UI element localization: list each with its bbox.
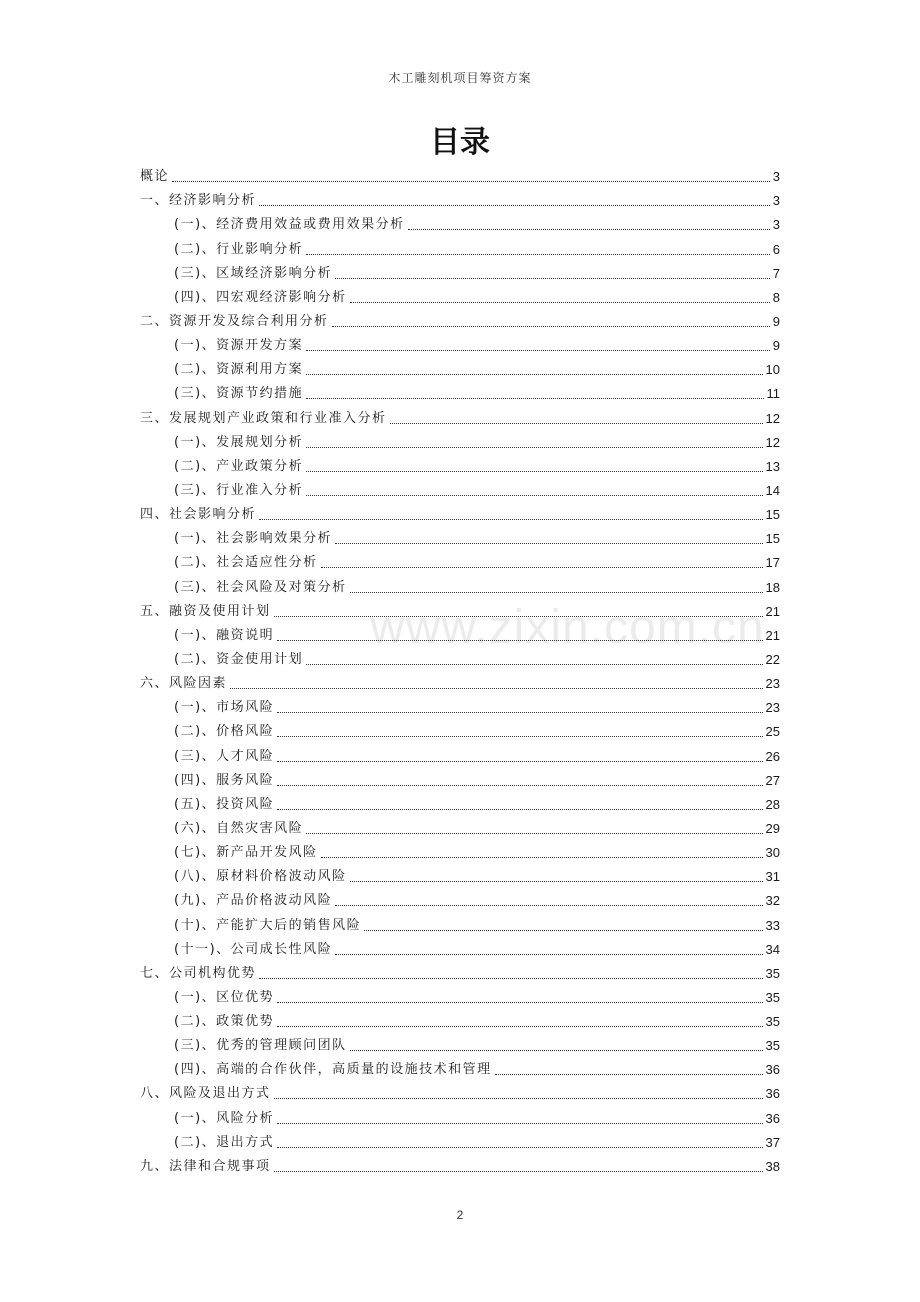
toc-entry[interactable] — [140, 307, 780, 331]
toc-entry-page: 9 — [772, 338, 780, 354]
watermark: www.zixin.com.cn — [370, 601, 765, 654]
toc-entry[interactable] — [140, 597, 780, 621]
toc-entry-label: (三)、优秀的管理顾问团队 — [174, 1038, 347, 1054]
toc-entry[interactable] — [140, 1128, 780, 1152]
toc-entry[interactable] — [140, 452, 780, 476]
toc-dot-leader — [390, 423, 763, 424]
toc-dot-leader — [274, 1171, 763, 1172]
page-number: 2 — [456, 1208, 464, 1222]
toc-dot-leader — [350, 592, 763, 593]
toc-dot-leader — [321, 567, 763, 568]
toc-dot-leader — [350, 881, 763, 882]
toc-entry-page: 22 — [765, 651, 780, 667]
toc-entry[interactable] — [140, 790, 780, 814]
toc-entry-page: 27 — [765, 772, 780, 788]
toc-entry-page: 37 — [765, 1134, 780, 1150]
toc-entry-page: 35 — [765, 965, 780, 981]
toc-entry[interactable] — [140, 524, 780, 548]
toc-dot-leader — [277, 1026, 762, 1027]
toc-dot-leader — [259, 519, 763, 520]
toc-entry-page: 17 — [765, 555, 780, 571]
toc-entry-label: (二)、退出方式 — [174, 1134, 275, 1150]
toc-entry[interactable] — [140, 862, 780, 886]
toc-dot-leader — [277, 761, 762, 762]
toc-entry-page: 13 — [765, 458, 780, 474]
toc-entry-page: 32 — [765, 893, 780, 909]
toc-entry[interactable] — [140, 428, 780, 452]
toc-entry-page: 15 — [765, 507, 780, 523]
toc-entry-label: (七)、新产品开发风险 — [174, 845, 318, 861]
toc-dot-leader — [306, 254, 770, 255]
toc-entry[interactable] — [140, 1007, 780, 1031]
toc-dot-leader — [364, 930, 762, 931]
toc-entry[interactable] — [140, 693, 780, 717]
toc-dot-leader — [259, 205, 770, 206]
toc-entry[interactable] — [140, 234, 780, 258]
toc-entry[interactable] — [140, 935, 780, 959]
toc-entry[interactable] — [140, 1079, 780, 1103]
toc-entry[interactable] — [140, 983, 780, 1007]
toc-entry[interactable] — [140, 669, 780, 693]
toc-entry-page: 3 — [772, 217, 780, 233]
toc-entry[interactable] — [140, 259, 780, 283]
toc-entry-page: 31 — [765, 869, 780, 885]
toc-entry-page: 6 — [772, 241, 780, 257]
toc-entry-label: (二)、产业政策分析 — [174, 458, 304, 474]
toc-entry-label: (一)、市场风险 — [174, 700, 275, 716]
toc-entry-page: 11 — [766, 386, 780, 402]
toc-entry-label: 概论 — [140, 169, 170, 185]
toc-entry-label: 八、风险及退出方式 — [140, 1086, 271, 1102]
toc-entry-label: (二)、资金使用计划 — [174, 651, 304, 667]
toc-dot-leader — [274, 1098, 763, 1099]
toc-entry-page: 26 — [765, 748, 780, 764]
toc-entry-label: (一)、资源开发方案 — [174, 338, 304, 354]
toc-entry-label: (一)、社会影响效果分析 — [174, 531, 333, 547]
toc-entry-label: (一)、融资说明 — [174, 627, 275, 643]
toc-dot-leader — [408, 229, 770, 230]
toc-entry-label: 六、风险因素 — [140, 676, 228, 692]
toc-entry-page: 35 — [765, 1038, 780, 1054]
toc-dot-leader — [277, 640, 762, 641]
toc-dot-leader — [350, 1050, 763, 1051]
toc-entry-page: 36 — [765, 1110, 780, 1126]
toc-entry[interactable] — [140, 1055, 780, 1079]
toc-entry[interactable] — [140, 403, 780, 427]
toc-entry-page: 12 — [765, 410, 780, 426]
toc-dot-leader — [306, 447, 762, 448]
toc-entry[interactable] — [140, 476, 780, 500]
toc-entry-page: 7 — [772, 265, 780, 281]
toc-entry[interactable] — [140, 186, 780, 210]
toc-entry[interactable] — [140, 1031, 780, 1055]
toc-dot-leader — [332, 326, 770, 327]
toc-entry-page: 3 — [772, 193, 780, 209]
toc-dot-leader — [495, 1074, 763, 1075]
toc-entry-label: 五、融资及使用计划 — [140, 603, 271, 619]
toc-entry[interactable] — [140, 766, 780, 790]
toc-entry-page: 14 — [765, 482, 780, 498]
toc-entry[interactable] — [140, 548, 780, 572]
toc-dot-leader — [259, 978, 763, 979]
toc-entry-label: (八)、原材料价格波动风险 — [174, 869, 347, 885]
page-title: 目录 — [430, 125, 490, 160]
toc-dot-leader — [335, 905, 762, 906]
toc-entry-label: (二)、政策优势 — [174, 1014, 275, 1030]
toc-entry-page: 38 — [765, 1158, 780, 1174]
toc-entry[interactable] — [140, 959, 780, 983]
toc-entry[interactable] — [140, 645, 780, 669]
toc-dot-leader — [277, 1123, 762, 1124]
toc-dot-leader — [335, 954, 762, 955]
toc-dot-leader — [306, 374, 762, 375]
toc-entry-label: (二)、社会适应性分析 — [174, 555, 318, 571]
toc-dot-leader — [306, 398, 763, 399]
toc-entry[interactable] — [140, 717, 780, 741]
toc-entry-page: 28 — [765, 796, 780, 812]
toc-dot-leader — [277, 809, 762, 810]
toc-entry[interactable] — [140, 210, 780, 234]
toc-dot-leader — [277, 736, 762, 737]
toc-entry-label: (三)、人才风险 — [174, 748, 275, 764]
toc-entry[interactable] — [140, 331, 780, 355]
toc-entry[interactable] — [140, 621, 780, 645]
toc-entry[interactable] — [140, 572, 780, 596]
toc-entry-page: 36 — [765, 1086, 780, 1102]
toc-entry[interactable] — [140, 886, 780, 910]
toc-dot-leader — [306, 495, 762, 496]
toc-entry[interactable] — [140, 379, 780, 403]
toc-entry-label: (一)、区位优势 — [174, 989, 275, 1005]
toc-entry-label: 三、发展规划产业政策和行业准入分析 — [140, 410, 387, 426]
toc-entry-page: 35 — [765, 989, 780, 1005]
toc-entry-page: 34 — [765, 941, 780, 957]
toc-entry[interactable] — [140, 1152, 780, 1176]
toc-entry-page: 35 — [765, 1014, 780, 1030]
toc-dot-leader — [277, 712, 762, 713]
toc-entry[interactable] — [140, 1103, 780, 1127]
toc-entry[interactable] — [140, 283, 780, 307]
toc-entry-page: 21 — [765, 603, 780, 619]
toc-entry-page: 25 — [765, 724, 780, 740]
toc-entry-page: 3 — [772, 169, 780, 185]
toc-entry-page: 23 — [765, 700, 780, 716]
toc-entry-label: (十)、产能扩大后的销售风险 — [174, 917, 362, 933]
toc-dot-leader — [230, 688, 763, 689]
toc-dot-leader — [172, 181, 770, 182]
toc-entry-page: 10 — [765, 362, 780, 378]
toc-entry-label: (十一)、公司成长性风险 — [174, 941, 333, 957]
toc-entry[interactable] — [140, 741, 780, 765]
toc-entry-page: 30 — [765, 845, 780, 861]
toc-entry-label: (二)、资源利用方案 — [174, 362, 304, 378]
table-of-contents — [140, 162, 780, 1176]
toc-entry-page: 12 — [765, 434, 780, 450]
toc-entry-page: 15 — [765, 531, 780, 547]
running-header: 木工雕刻机项目筹资方案 — [388, 71, 532, 85]
toc-entry[interactable] — [140, 500, 780, 524]
toc-entry-label: (三)、资源节约措施 — [174, 386, 304, 402]
toc-dot-leader — [335, 543, 762, 544]
toc-entry-label: (四)、高端的合作伙伴，高质量的设施技术和管理 — [174, 1062, 492, 1078]
toc-entry[interactable] — [140, 814, 780, 838]
toc-entry-label: (四)、四宏观经济影响分析 — [174, 289, 347, 305]
toc-entry-page: 8 — [772, 289, 780, 305]
toc-dot-leader — [277, 1002, 762, 1003]
toc-entry-page: 23 — [765, 676, 780, 692]
toc-entry-label: 四、社会影响分析 — [140, 507, 257, 523]
toc-entry-label: (一)、经济费用效益或费用效果分析 — [174, 217, 405, 233]
toc-dot-leader — [306, 664, 762, 665]
toc-entry-page: 29 — [765, 820, 780, 836]
toc-entry-page: 33 — [765, 917, 780, 933]
toc-dot-leader — [306, 471, 762, 472]
toc-entry-label: (五)、投资风险 — [174, 796, 275, 812]
toc-entry-label: (一)、风险分析 — [174, 1110, 275, 1126]
toc-entry-label: (二)、行业影响分析 — [174, 241, 304, 257]
toc-dot-leader — [306, 833, 762, 834]
toc-dot-leader — [321, 857, 763, 858]
toc-entry-label: (三)、行业准入分析 — [174, 482, 304, 498]
toc-entry[interactable] — [140, 910, 780, 934]
toc-entry-label: (四)、服务风险 — [174, 772, 275, 788]
toc-dot-leader — [274, 616, 763, 617]
toc-entry-page: 9 — [772, 313, 780, 329]
toc-entry-page: 18 — [765, 579, 780, 595]
toc-entry-page: 36 — [765, 1062, 780, 1078]
toc-entry-label: (九)、产品价格波动风险 — [174, 893, 333, 909]
toc-entry[interactable] — [140, 838, 780, 862]
toc-entry[interactable] — [140, 355, 780, 379]
toc-entry-page: 21 — [765, 627, 780, 643]
toc-entry-label: 一、经济影响分析 — [140, 193, 257, 209]
toc-dot-leader — [277, 1147, 762, 1148]
toc-entry[interactable] — [140, 162, 780, 186]
toc-entry-label: (六)、自然灾害风险 — [174, 820, 304, 836]
toc-entry-label: (三)、区域经济影响分析 — [174, 265, 333, 281]
toc-dot-leader — [335, 278, 770, 279]
toc-entry-label: (一)、发展规划分析 — [174, 434, 304, 450]
toc-entry-label: 九、法律和合规事项 — [140, 1158, 271, 1174]
toc-dot-leader — [306, 350, 770, 351]
toc-entry-label: 二、资源开发及综合利用分析 — [140, 313, 329, 329]
toc-entry-label: (三)、社会风险及对策分析 — [174, 579, 347, 595]
toc-entry-label: (二)、价格风险 — [174, 724, 275, 740]
toc-dot-leader — [277, 785, 762, 786]
toc-entry-label: 七、公司机构优势 — [140, 965, 257, 981]
toc-dot-leader — [350, 302, 770, 303]
